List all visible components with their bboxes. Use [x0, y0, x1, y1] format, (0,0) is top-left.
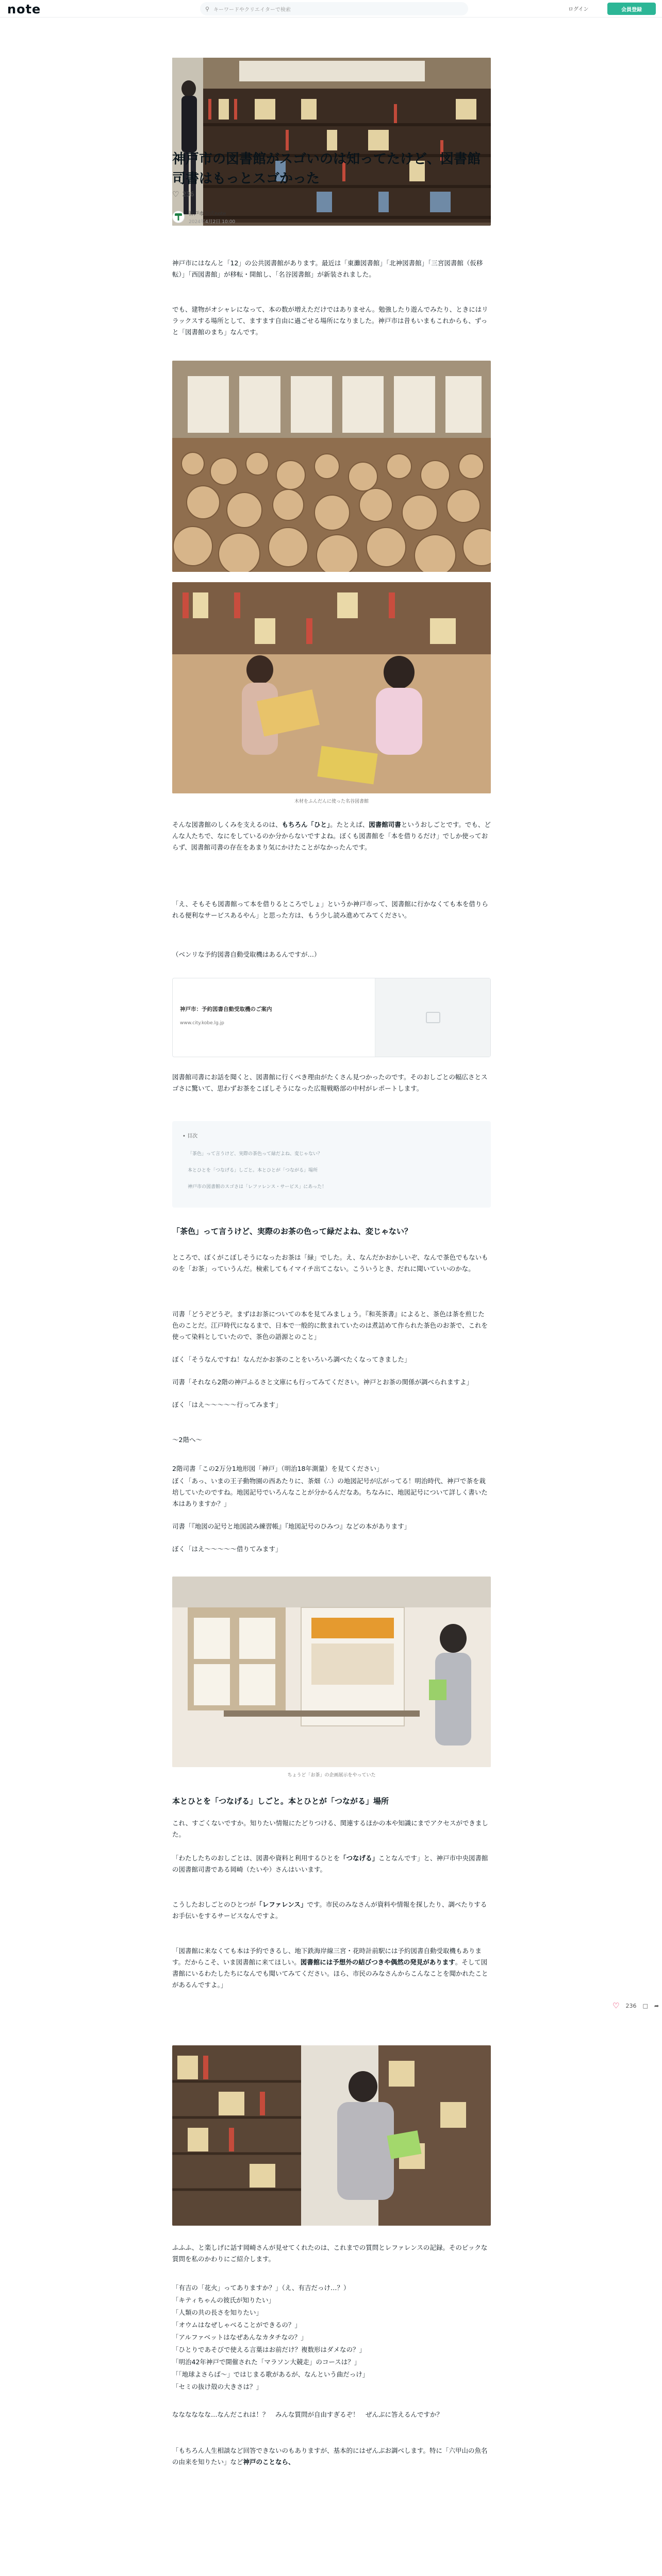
paragraph: 司書「どうぞどうぞ。まずはお茶についての本を見てみましょう。『和英茶書』によると、茶色は茶を煎じた色のことだ。江戸時代になるまで、日本で一般的に飲まれていたのは煮詰めて作られた茶色のお茶で、これを使って染料としていたので、茶色の語源とのこと」	[172, 1310, 488, 1341]
link-card-url[interactable]: www.city.kobe.lg.jp	[180, 1021, 224, 1026]
paragraph: ぼく「あっ、いまの王子動物園の西あたりに、茶畑（∴）の地図記号が広がってる！明治時代、神戸で茶を栽培していたのですね。地図記号でいろんなことが分かるんだなあ。ちなみに、地図記号について詳しく書いた本はありますか？」	[172, 1477, 488, 1507]
login-link[interactable]: ログイン	[568, 7, 589, 12]
section-heading-tea: 「茶色」って言うけど、実際のお茶の色って緑だよね、変じゃない？	[172, 1227, 412, 1236]
photo-tea-exhibit	[172, 1577, 491, 1767]
paragraph: ふふふ、と楽しげに話す岡崎さんが見せてくれたのは、これまでの質問とレファレンスの記録。そのピックな質問を私のかわりにご紹介します。	[172, 2244, 488, 2263]
like-count: 236	[182, 191, 194, 198]
paragraph: 「え、そもそも図書館って本を借りるところでしょ」というか神戸市って、図書館に行かなくても本を借りられる便利なサービスあるやん」と思った方は、もう少し読み進めてみてください。	[172, 900, 488, 919]
signup-button[interactable]: 会員登録	[607, 3, 656, 15]
question-item: 「ひとりであそびで使える言葉はお前だけ？複数形はダメなの？」	[172, 2346, 366, 2353]
question-item: 「アルファベットはなぜあんなカタチなの？」	[172, 2333, 307, 2341]
paragraph: 「図書館に来なくても本は予約できるし、地下鉄海岸線三宮・花時計前駅には予約図書自動受取機もあります。だからこそ、いま図書館に来てほしい。図書館には予想外の結びつきや偶然の発見があります。そして図書館にいるわたしたちになんでも聞いてみてください。ほら、市民のみなさんからこんなことを聞かれたことがあるんですよ。」	[172, 1947, 488, 1989]
toc-item-1[interactable]: 「茶色」って言うけど、実際の茶色って緑だよね、変じゃない？	[188, 1151, 323, 1157]
paragraph: 司書「『地図の記号と地図読み練習帳』『地図記号のひみつ』などの本があります」	[172, 1522, 411, 1530]
comment-icon[interactable]: □	[642, 2002, 648, 2009]
link-card-thumbnail[interactable]	[375, 978, 490, 1057]
question-item: 「人類の共の長さを知りたい」	[172, 2309, 263, 2316]
question-item: 「有吉の「花火」ってありますか？」（え、有吉だっけ…？）	[172, 2284, 350, 2292]
image-placeholder-icon	[426, 1012, 440, 1023]
hero-photo-bookshelves	[172, 58, 491, 226]
paragraph: 神戸市にはなんと「12」の公共図書館があります。最近は「東灘図書館」「北神図書館」「三宮図書館（仮移転）」「西図書館」が移転・開館し、「名谷図書館」が新装されました。	[172, 259, 483, 278]
paragraph: ところで、ぼくがこぼしそうになったお茶は「緑」でした。え、なんだかおかしいぞ、なんで茶色でもないものを「お茶」っていうんだ。検索してもイマイチ出てこない。こういうとき、だれに聞いていいのかな。	[172, 1253, 488, 1273]
paragraph: こうしたおしごとのひとつが「レファレンス」です。市民のみなさんが資料や情報を探したり、調べたりするお手伝いをするサービスなんですよ。	[172, 1901, 487, 1920]
photo-librarian-shelves	[172, 2045, 491, 2226]
photo-caption: 木材をふんだんに使った名谷図書館	[294, 799, 369, 804]
search-box[interactable]	[200, 2, 468, 15]
toc-heading[interactable]: • 目次	[183, 1133, 198, 1139]
table-of-contents	[172, 1121, 491, 1208]
heart-icon[interactable]: ♡	[172, 190, 179, 199]
paragraph: でも、建物がオシャレになって、本の数が増えただけではありません。勉強したり遊んでみたり、ときにはリラックスする場所として、ますます自由に過ごせる場所になりました。神戸市は昔もいまもこれからも、ずっと「図書館のまち」なんです。	[172, 306, 488, 336]
toc-item-3[interactable]: 神戸市の図書館のスゴさは「レファレンス・サービス」にあった！	[188, 1184, 327, 1190]
photo-library-wood-floor	[172, 361, 491, 572]
section-heading-connect: 本とひとを「つなげる」しごと。本とひとが「つながる」場所	[172, 1797, 389, 1806]
question-item: 「「地球よさらば〜」ではじまる歌があるが、なんという曲だっけ」	[172, 2370, 369, 2378]
paragraph: これ、すごくないですか。知りたい情報にたどりつける、関連するほかの本や知識にまでアクセスができました。	[172, 1819, 488, 1838]
search-icon: ⚲	[205, 5, 210, 12]
search-placeholder: キーワードやクリエイターで検索	[213, 7, 291, 13]
photo-caption: ちょうど「お茶」の企画展示をやっていた	[287, 1773, 376, 1778]
toc-item-2[interactable]: 本とひとを「つなげる」しごと。本とひとが「つながる」場所	[188, 1168, 318, 1173]
link-card[interactable]	[172, 978, 491, 1057]
paragraph: 「もちろん人生相談など回答できないのもありますが、基本的にはぜんぶお調べします。特に「六甲山の魚名の由来を知りたい」など神戸のことなら、	[172, 2447, 488, 2466]
paragraph: 司書「それなら2階の神戸ふるさと文庫にも行ってみてください。神戸とお茶の関係が調べられますよ」	[172, 1378, 473, 1386]
paragraph: そんな図書館のしくみを支えるのは、もちろん「ひと」。たとえば、図書館司書というおしごとです。でも、どんな人たちで、なにをしているのか分からないですよね。ぼくも図書館を「本を借りるだけ」でしか使っておらず、図書館司書の存在をあまり気にかけたことがなかったんです。	[172, 821, 491, 851]
note-logo[interactable]: note	[7, 2, 41, 16]
article-title: 神戸市の図書館がスゴいのは知ってたけど、図書館司書はもっとスゴかった	[172, 151, 481, 187]
emphasis: 「つなげる」	[340, 1854, 379, 1862]
question-item: 「セミの抜け殻の大きさは？」	[172, 2383, 263, 2391]
link-card-title[interactable]: 神戸市：予約図書自動受取機のご案内	[180, 1006, 272, 1012]
paragraph: 「わたしたちのおしごとは、図書や資料と利用するひとを「つなげる」ことなんです」と、神戸市中央図書館の図書館司書である岡崎（たいや）さんはいいます。	[172, 1854, 488, 1873]
like-counter[interactable]	[172, 190, 194, 199]
paragraph: 〜2階へ〜	[172, 1436, 202, 1444]
emphasis: 「レファレンス」	[256, 1901, 307, 1908]
paragraph: 2階司書「この2万分1地形図「神戸」（明治18年測量）を見てください」	[172, 1465, 383, 1472]
paragraph: ぼく「そうなんですね！なんだかお茶のことをいろいろ調べたくなってきました」	[172, 1355, 411, 1363]
publish-date: 2024年4月2日 10:00	[189, 219, 236, 225]
floating-actions	[613, 2001, 659, 2010]
question-item: 「キティちゃんの彼氏が知りたい」	[172, 2296, 275, 2304]
paragraph: 図書館司書にお話を聞くと、図書館に行くべき理由がたくさん見つかったのです。そのおしごとの幅広さとスゴさに驚いて、思わずお茶をこぼしそうになった広報戦略部の中村がレポートします。	[172, 1073, 488, 1092]
paragraph: なななななな…なんだこれは！？ みんな質問が自由すぎるぞ！ ぜんぶに答えるんですか？	[172, 2411, 443, 2418]
paragraph: ぼく「はえ〜〜〜〜〜借りてみます」	[172, 1545, 282, 1553]
question-item: 「オウムはなぜしゃべることができるの？」	[172, 2321, 301, 2329]
author-info[interactable]	[172, 209, 235, 225]
heart-icon[interactable]: ♡	[613, 2001, 620, 2010]
paragraph: ぼく「はえ〜〜〜〜〜行ってみます」	[172, 1401, 282, 1409]
emphasis: もちろん「ひと」	[282, 821, 330, 828]
emphasis: 図書館には予想外の結びつきや偶然の発見があります	[300, 1958, 455, 1966]
emphasis: 図書館司書	[369, 821, 401, 828]
emphasis: 神戸のことなら、	[243, 2458, 295, 2466]
photo-kids-reading	[172, 582, 491, 793]
kobe-emblem-icon	[175, 213, 182, 221]
paragraph: （ベンリな予約図書自動受取機はあるんですが…）	[172, 951, 321, 958]
question-item: 「明治42年神戸で開催された「マラソン大競走」のコースは？」	[172, 2358, 361, 2366]
top-navigation-bar	[0, 0, 662, 18]
share-icon[interactable]: ➦	[654, 2002, 659, 2009]
avatar[interactable]	[172, 211, 185, 223]
floating-like-count: 236	[625, 2002, 637, 2009]
author-name[interactable]: 神戸市公式note	[189, 211, 226, 217]
